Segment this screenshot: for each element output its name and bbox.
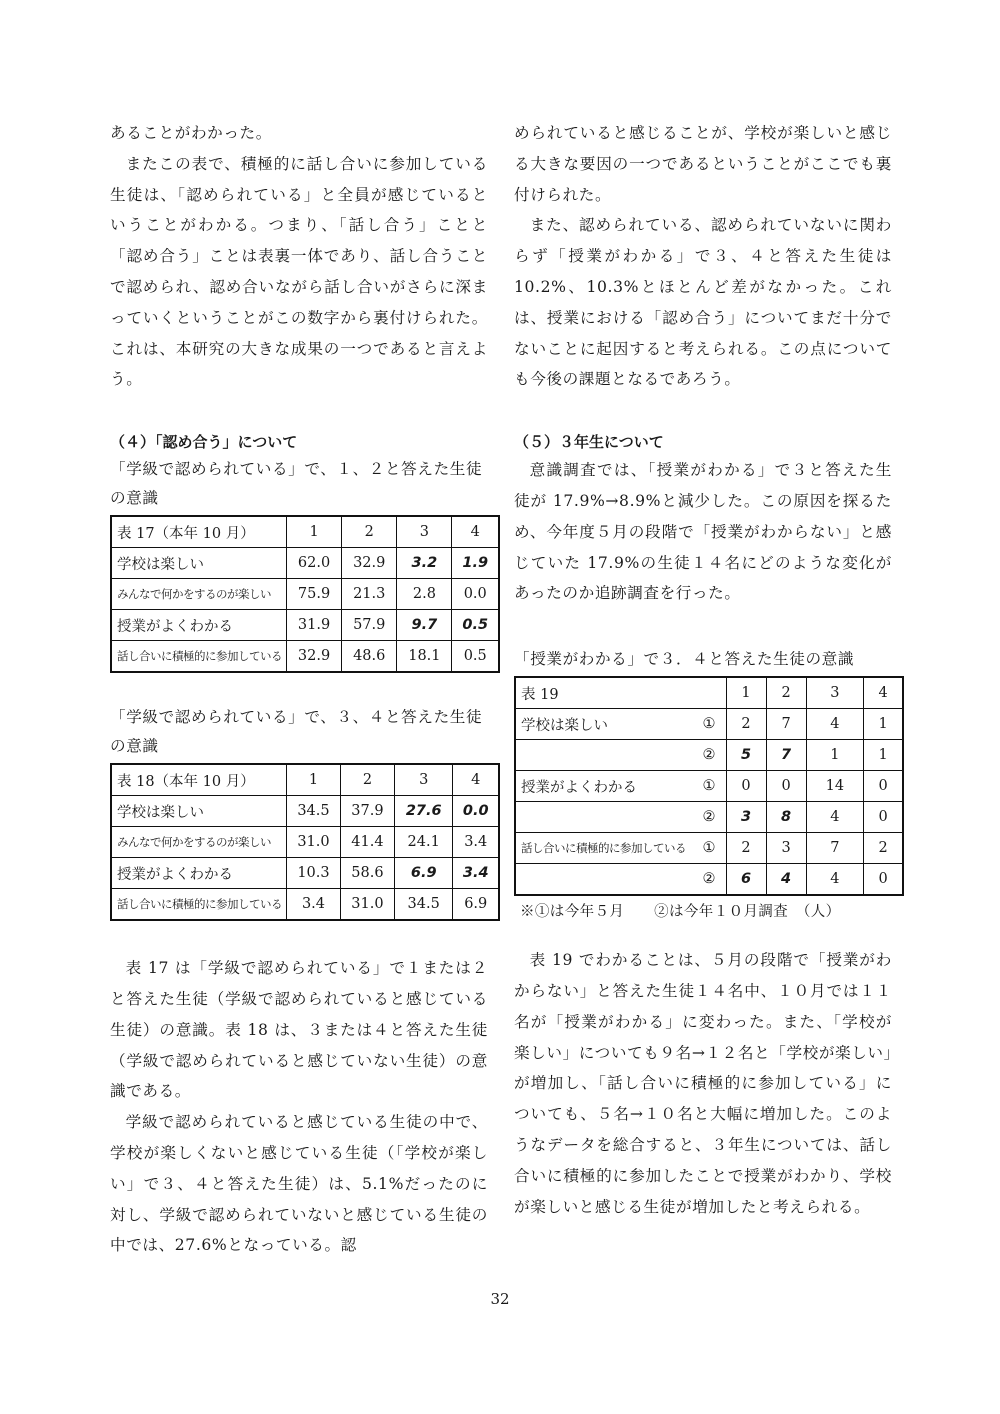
row-label: 学校は楽しい — [111, 796, 287, 827]
table-row — [111, 827, 499, 858]
table-cell-emphasis: 8 — [766, 802, 806, 833]
table-cell: 0 — [766, 771, 806, 802]
row-mark: ② — [690, 802, 726, 833]
table-cell: 1 — [864, 709, 903, 740]
table-17 — [110, 515, 500, 673]
table-cell-emphasis: 3.2 — [397, 548, 452, 579]
table-header-cell: 表 19 — [515, 677, 726, 709]
left-column — [110, 118, 488, 1261]
table-cell: 34.5 — [287, 796, 341, 827]
row-label: みんなで何かをするのが楽しい — [111, 827, 287, 858]
table-cell: 34.5 — [394, 889, 453, 921]
table-cell: 48.6 — [342, 641, 397, 673]
table-header-cell: 1 — [287, 764, 341, 796]
row-label: 話し合いに積極的に参加している — [111, 641, 287, 673]
row-label: 学校は楽しい — [111, 548, 287, 579]
table-cell: 2.8 — [397, 579, 452, 610]
table-cell-emphasis: 6.9 — [394, 858, 453, 889]
table-row — [515, 833, 903, 864]
table-18 — [110, 763, 500, 921]
table-cell: 31.0 — [287, 827, 341, 858]
table-row — [111, 610, 499, 641]
row-label — [515, 740, 690, 771]
row-label: 授業がよくわかる — [111, 610, 287, 641]
table-cell: 3.4 — [453, 827, 499, 858]
table-cell: 31.9 — [287, 610, 342, 641]
table-row — [515, 802, 903, 833]
table-cell: 58.6 — [340, 858, 394, 889]
row-mark: ① — [690, 833, 726, 864]
table-row — [111, 889, 499, 921]
table-cell-emphasis: 7 — [766, 740, 806, 771]
paragraph: められていると感じることが、学校が楽しいと感じる大きな要因の一つであるということがここでも裏付けられた。 — [514, 124, 892, 204]
table-cell: 57.9 — [342, 610, 397, 641]
paragraph: 学級で認められていると感じている生徒の中で、学校が楽しくないと感じている生徒（「学校が楽しい」で３、４と答えた生徒）は、5.1%だったのに対し、学級で認められていないと感じている生徒の中では、27.6%となっている。認 — [110, 1113, 488, 1255]
table-cell-emphasis: 9.7 — [397, 610, 452, 641]
table18-caption: 「学級で認められている」で、３、４と答えた生徒の意識 — [110, 708, 483, 756]
table-header-cell: 3 — [806, 677, 864, 709]
table-header-cell: 4 — [864, 677, 903, 709]
paragraph: 意識調査では、「授業がわかる」で３と答えた生徒が 17.9%→8.9%と減少した。この原因を探るため、今年度５月の段階で「授業がわからない」と感じていた 17.9%の生徒１４名にどのような変化があったのか追跡調査を行った。 — [514, 461, 892, 603]
table17-caption: 「学級で認められている」で、１、２と答えた生徒の意識 — [110, 460, 483, 508]
table-cell-emphasis: 5 — [726, 740, 766, 771]
table-row — [515, 709, 903, 740]
table-cell-emphasis: 6 — [726, 864, 766, 896]
page-number: 32 — [490, 1290, 510, 1308]
table-cell: 7 — [806, 833, 864, 864]
table-cell-emphasis: 27.6 — [394, 796, 453, 827]
right-column — [514, 118, 892, 1222]
row-label — [515, 864, 690, 896]
table-cell: 0 — [864, 771, 903, 802]
table-cell: 0 — [864, 864, 903, 896]
row-mark: ② — [690, 864, 726, 896]
row-label: みんなで何かをするのが楽しい — [111, 579, 287, 610]
table-cell: 41.4 — [340, 827, 394, 858]
table-cell: 2 — [726, 709, 766, 740]
table-cell: 4 — [806, 802, 864, 833]
table-row — [111, 548, 499, 579]
row-label: 話し合いに積極的に参加している — [515, 833, 690, 864]
table-cell: 1 — [864, 740, 903, 771]
table-cell: 62.0 — [287, 548, 342, 579]
table-row — [111, 641, 499, 673]
table-cell: 21.3 — [342, 579, 397, 610]
section-heading-4: （４）「認め合う」について — [110, 433, 298, 452]
table19-note: ※①は今年５月 ②は今年１０月調査 （人） — [520, 904, 841, 921]
table-header-cell: 3 — [397, 516, 452, 548]
table-19 — [514, 676, 904, 896]
paragraph: あることがわかった。 — [110, 124, 272, 142]
table-header-cell: 2 — [342, 516, 397, 548]
table-cell: 32.9 — [287, 641, 342, 673]
table-cell: 37.9 — [340, 796, 394, 827]
table-cell: 24.1 — [394, 827, 453, 858]
table-header-cell: 1 — [287, 516, 342, 548]
table-header-row — [515, 677, 903, 709]
table-cell-emphasis: 1.9 — [452, 548, 499, 579]
table-header-cell: 1 — [726, 677, 766, 709]
table-cell-emphasis: 0.5 — [452, 610, 499, 641]
row-mark: ① — [690, 709, 726, 740]
table-header-row — [111, 764, 499, 796]
table-cell: 3 — [766, 833, 806, 864]
table-cell: 14 — [806, 771, 864, 802]
table-cell: 6.9 — [453, 889, 499, 921]
table-header-cell: 3 — [394, 764, 453, 796]
table-header-row — [111, 516, 499, 548]
section-heading-5: （５）３年生について — [514, 433, 664, 452]
row-label: 学校は楽しい — [515, 709, 690, 740]
table-header-cell: 表 17（本年 10 月） — [111, 516, 287, 548]
table-cell: 0.0 — [452, 579, 499, 610]
table-cell: 1 — [806, 740, 864, 771]
paragraph: 表 19 でわかることは、５月の段階で「授業がわからない」と答えた生徒１４名中、１０月では１１名が「授業がわかる」に変わった。また、「学校が楽しい」についても９名→１２名と「学校が楽しい」が増加し、「話し合いに積極的に参加している」についても、５名→１０名と大幅に増加した。このようなデータを総合すると、３年生については、話し合いに積極的に参加したことで授業がわかり、学校が楽しいと感じる生徒が増加したと考えられる。 — [514, 951, 893, 1216]
table-header-cell: 2 — [340, 764, 394, 796]
table-cell: 75.9 — [287, 579, 342, 610]
table-row — [111, 858, 499, 889]
table-row — [515, 864, 903, 896]
table-cell: 0.5 — [452, 641, 499, 673]
paragraph: またこの表で、積極的に話し合いに参加している生徒は、「認められている」と全員が感じているということがわかる。つまり、「話し合う」ことと「認め合う」ことは表裏一体であり、話し合うことで認められ、認め合いながら話し合いがさらに深まっていくということがこの数字から裏付けられた。これは、本研究の大きな成果の一つであると言えよう。 — [110, 154, 488, 389]
table-cell-emphasis: 0.0 — [453, 796, 499, 827]
table-header-cell: 4 — [452, 516, 499, 548]
table-cell: 32.9 — [342, 548, 397, 579]
table-header-cell: 表 18（本年 10 月） — [111, 764, 287, 796]
table-cell: 3.4 — [287, 889, 341, 921]
row-label: 授業がよくわかる — [111, 858, 287, 889]
table-row — [515, 740, 903, 771]
row-label — [515, 802, 690, 833]
table-cell: 0 — [864, 802, 903, 833]
paragraph: また、認められている、認められていないに関わらず「授業がわかる」で３、４と答えた生徒は 10.2%、10.3%とほとんど差がなかった。これは、授業における「認め合う」についてまだ十分でないことに起因すると考えられる。この点についても今後の課題となるであろう。 — [514, 216, 892, 389]
table-cell: 18.1 — [397, 641, 452, 673]
table-header-cell: 2 — [766, 677, 806, 709]
row-label: 話し合いに積極的に参加している — [111, 889, 287, 921]
paragraph: 表 17 は「学級で認められている」で１または２と答えた生徒（学級で認められていると感じている生徒）の意識。表 18 は、３または４と答えた生徒（学級で認められていると感じていない生徒）の意識である。 — [110, 959, 488, 1101]
table-row — [111, 579, 499, 610]
table-cell-emphasis: 3 — [726, 802, 766, 833]
table-cell: 4 — [806, 864, 864, 896]
table19-caption: 「授業がわかる」で３．４と答えた生徒の意識 — [514, 650, 855, 669]
table-cell-emphasis: 3.4 — [453, 858, 499, 889]
row-mark: ② — [690, 740, 726, 771]
row-label: 授業がよくわかる — [515, 771, 690, 802]
table-row — [111, 796, 499, 827]
table-cell: 2 — [864, 833, 903, 864]
table-cell: 0 — [726, 771, 766, 802]
row-mark: ① — [690, 771, 726, 802]
table-cell: 4 — [806, 709, 864, 740]
table-cell: 10.3 — [287, 858, 341, 889]
table-header-cell: 4 — [453, 764, 499, 796]
table-cell: 31.0 — [340, 889, 394, 921]
table-cell-emphasis: 4 — [766, 864, 806, 896]
table-cell: 7 — [766, 709, 806, 740]
table-row — [515, 771, 903, 802]
table-cell: 2 — [726, 833, 766, 864]
